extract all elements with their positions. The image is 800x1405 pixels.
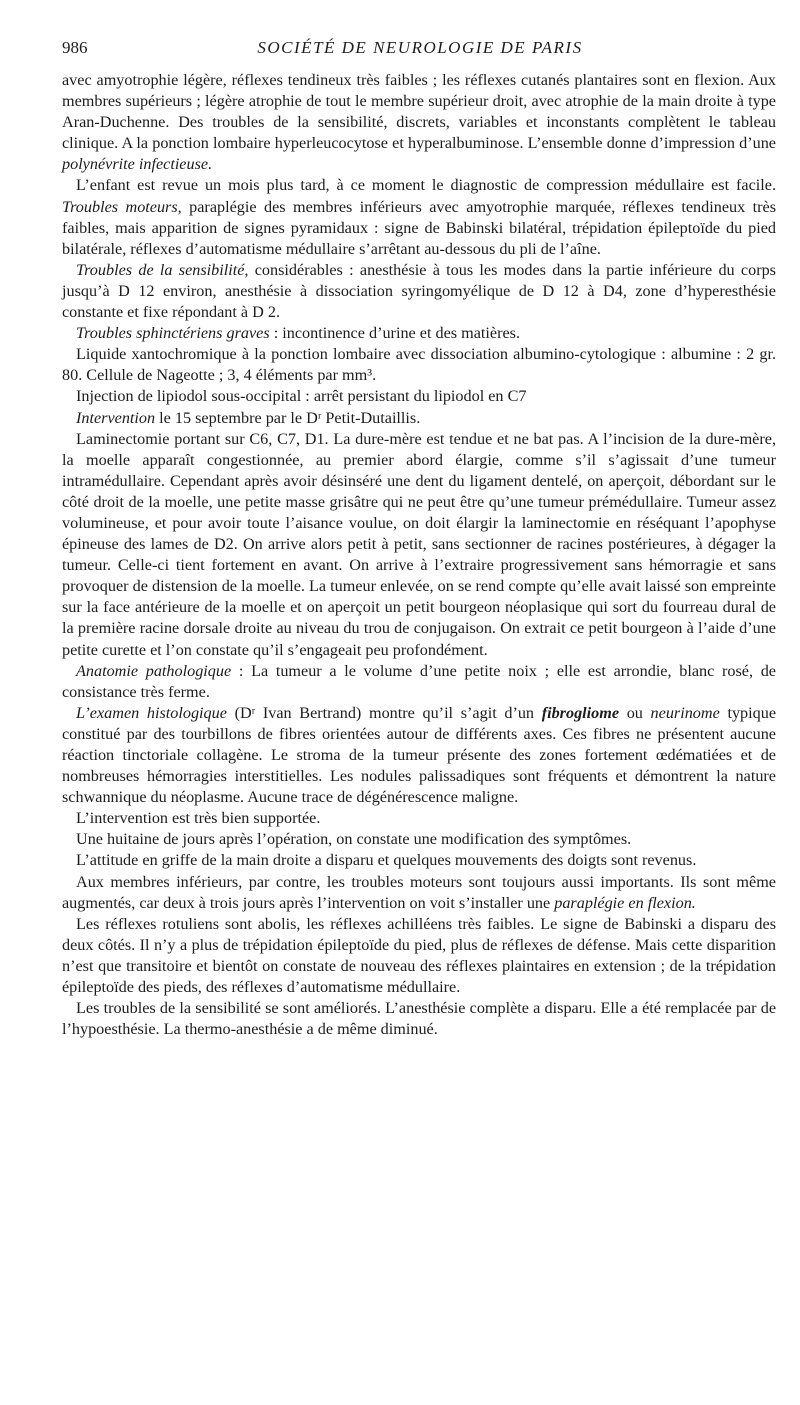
paragraph-text: (Dʳ Ivan Bertrand) montre qu’il s’agit d’un — [226, 703, 542, 722]
paragraph — [62, 829, 776, 850]
emphasis-italic: Troubles sphinctériens graves — [76, 324, 270, 343]
page-header — [62, 36, 778, 60]
paragraph-text: typique constitué par des tourbillons de fibres orientées autour de différents axes. Ces fibres ne présentent aucune réaction tinctoriale collagène. Le stroma de la tumeur présente des zones fortement œdématiées et de nombreuses hémorragies interstitielles. Les nodules palissadiques sont fréquents et démontrent la nature schwannique du néoplasme. Aucune trace de dégénérescence maligne. — [62, 703, 776, 807]
emphasis-bold-italic: fibrogliome — [541, 703, 620, 722]
paragraph-text: L’attitude en griffe de la main droite a disparu et quelques mouvements des doigts sont revenus. — [76, 851, 697, 870]
paragraph — [62, 175, 776, 259]
paragraph — [62, 260, 776, 323]
paragraph — [62, 703, 776, 808]
emphasis-italic: Intervention — [76, 408, 156, 427]
paragraph — [62, 998, 776, 1040]
paragraph — [62, 808, 776, 829]
paragraph-text: Laminectomie portant sur C6, C7, D1. La dure-mère est tendue et ne bat pas. A l’incision de la dure-mère, la moelle apparaît congestionnée, au premier abord élargie, comme s’il s’agissait d’une tumeur intramédullaire. Cependant après avoir désinséré une dent du ligament dentelé, on aperçoit, débordant sur le côté droit de la moelle, une petite masse grisâtre qui ne peut être qu’une tumeur prémédullaire. Tumeur assez volumineuse, et pour avoir toute l’aisance voulue, on doit élargir la laminectomie en réséquant l’apophyse épineuse des lames de D2. On arrive alors petit à petit, sans sectionner de racines postérieures, à dégager la tumeur. Celle-ci tient fortement en avant. On arrive à l’extraire progressivement sans hémorragie et sans provoquer de distension de la moelle. La tumeur enlevée, on se rend compte qu’elle avait laissé son empreinte sur la face antérieure de la moelle et on aperçoit un petit bourgeon néoplasique qui sort du fourreau dural de la première racine dorsale droite au niveau du trou de conjugaison. On extrait ce petit bourgeon à l’aide d’une petite curette et l’on constate qu’il s’engageait peu profondément. — [62, 429, 776, 659]
paragraph — [62, 914, 776, 998]
paragraph — [62, 323, 776, 344]
paragraph-text: ou — [619, 703, 651, 722]
paragraph-text: considérables : anesthésie à tous les modes dans la partie inférieure du corps jusqu’à D 12 environ, anesthésie à dissociation syringomyélique de D 12 à D4, zone d’hyperesthésie constante et fixe répondant à D 2. — [62, 260, 776, 322]
emphasis-italic: Anatomie pathologique — [76, 661, 232, 680]
paragraph — [62, 70, 776, 175]
paragraph — [62, 872, 776, 914]
paragraph-text: Les réflexes rotuliens sont abolis, les réflexes achilléens très faibles. Le signe de Babinski a disparu des deux côtés. Il n’y a plus de trépidation épileptoïde du pied, plus de réflexes de défense. Mais cette disparition n’est que transitoire et bientôt on constate de nouveau des réflexes plaintaires en extension ; de la trépidation épileptoïde des pieds, des réflexes d’automatisme médullaire. — [62, 914, 776, 997]
paragraph-text: L’enfant est revue un mois plus tard, à ce moment le diagnostic de compression médullaire est facile. — [76, 176, 776, 195]
paragraph-text: Une huitaine de jours après l’opération, on constate une modification des symptômes. — [76, 830, 632, 849]
running-title: SOCIÉTÉ DE NEUROLOGIE DE PARIS — [257, 38, 583, 57]
paragraph-text: Aux membres inférieurs, par contre, les troubles moteurs sont toujours aussi importants. Ils sont même augmentés, car deux à trois jours après l’intervention on voit s’installer une — [62, 872, 776, 912]
article-body — [62, 70, 776, 1040]
paragraph-text: L’intervention est très bien supportée. — [76, 809, 321, 828]
page-number: 986 — [62, 38, 88, 57]
paragraph — [62, 850, 776, 871]
emphasis-italic: neurinome — [650, 703, 720, 722]
paragraph-text: Injection de lipiodol sous-occipital : arrêt persistant du lipiodol en C7 — [76, 387, 527, 406]
paragraph-text: : La tumeur a le volume d’une petite noix ; elle est arrondie, blanc rosé, de consistance très ferme. — [62, 661, 776, 701]
emphasis-italic: Troubles moteurs, — [62, 197, 182, 216]
paragraph-text: le 15 septembre par le Dʳ Petit-Dutaillis. — [155, 408, 421, 427]
paragraph-text: avec amyotrophie légère, réflexes tendineux très faibles ; les réflexes cutanés plantaires sont en flexion. Aux membres supérieurs ; légère atrophie de tout le membre supérieur droit, avec atrophie de la main droite à type Aran-Duchenne. Des troubles de la sensibilité, discrets, variables et inconstants complètent le tableau clinique. A la ponction lombaire hyperleucocytose et hyperalbuminose. L’ensemble donne d’impression d’une — [62, 71, 776, 153]
paragraph-text: Liquide xantochromique à la ponction lombaire avec dissociation albumino-cytologique : albumine : 2 gr. 80. Cellule de Nageotte ; 3, 4 éléments par mm³. — [62, 345, 776, 385]
emphasis-italic: paraplégie en flexion. — [554, 893, 696, 912]
paragraph-text: paraplégie des membres inférieurs avec amyotrophie marquée, réflexes tendineux très faibles, mais apparition de signes pyramidaux : signe de Babinski bilatéral, trépidation épileptoïde du pied bilatérale, réflexes d’automatisme médullaire s’arrêtant au-dessous du pli de l’aîne. — [62, 197, 777, 258]
emphasis-italic: polynévrite infectieuse. — [62, 155, 213, 174]
emphasis-italic: L’examen histologique — [76, 703, 227, 722]
paragraph — [62, 429, 776, 661]
emphasis-italic: Troubles de la sensibilité, — [76, 260, 249, 279]
paragraph — [62, 661, 776, 703]
paragraph — [62, 386, 776, 407]
paragraph — [62, 344, 776, 386]
paragraph — [62, 408, 776, 429]
paragraph-text: : incontinence d’urine et des matières. — [269, 324, 521, 343]
paragraph-text: Les troubles de la sensibilité se sont améliorés. L’anesthésie complète a disparu. Elle a été remplacée par de l’hypoesthésie. La thermo-anesthésie a de même diminué. — [62, 999, 776, 1039]
